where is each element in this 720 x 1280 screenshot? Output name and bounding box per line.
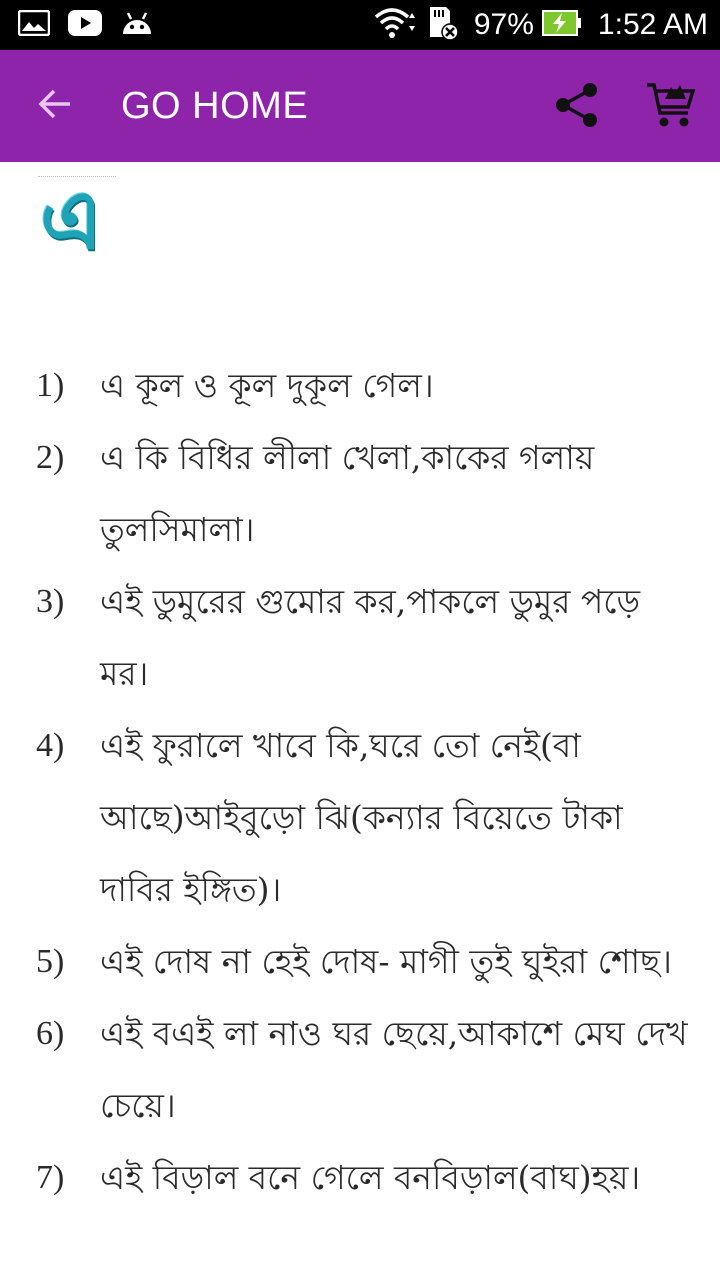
proverb-number: 4) [36,727,65,764]
proverb-item [0,710,720,926]
proverb-text: এই বিড়াল বনে গেলে বনবিড়াল(বাঘ)হয়। [100,1158,641,1197]
youtube-icon [68,10,102,40]
proverb-number: 5) [36,943,65,980]
proverb-text: এই ডুমুরের গুমোর কর,পাকলে ডুমুর পড়ে মর। [100,582,641,693]
proverb-number: 7) [36,1159,65,1196]
sd-card-icon [426,5,460,45]
proverb-item [0,1142,720,1214]
proverb-item [0,998,720,1142]
proverb-text: এ কি বিধির লীলা খেলা,কাকের গলায় তুলসিমালা। [100,438,595,549]
proverb-number: 2) [36,439,65,476]
proverb-text: এই ফুরালে খাবে কি,ঘরে তো নেই(বা আছে)আইবুড়ো ঝি(কন্যার বিয়েতে টাকা দাবির ইঙ্গিত)। [100,726,623,909]
proverb-number: 1) [36,367,65,404]
proverb-item [0,926,720,998]
proverb-text: এই বএই লা নাও ঘর ছেয়ে,আকাশে মেঘ দেখ চেয়ে। [100,1014,688,1125]
proverb-text: এই দোষ না হেই দোষ- মাগী তুই ঘুইরা শোছ। [100,942,672,981]
gallery-icon [18,10,50,40]
proverb-item [0,422,720,566]
proverb-text: এ কূল ও কূল দুকূল গেল। [100,366,434,405]
android-icon [120,10,154,40]
proverb-number: 3) [36,583,65,620]
proverb-list [0,350,720,1214]
clock: 1:52 AM [597,8,708,41]
page-title: GO HOME [121,85,309,127]
share-button[interactable] [548,78,606,136]
system-icons [374,0,708,50]
wifi-icon [374,7,418,43]
content-area[interactable] [0,162,720,1280]
proverb-item [0,566,720,710]
proverb-item [0,350,720,422]
cart-icon [645,79,697,135]
notification-icons [18,8,154,42]
proverb-number: 6) [36,1015,65,1052]
bengali-letter: এ [40,173,103,268]
back-arrow-icon [36,84,76,128]
battery-charging-icon [542,9,582,41]
battery-percent: 97% [473,8,534,41]
letter-header-image [38,173,116,269]
status-bar [0,0,720,50]
app-bar [0,50,720,162]
share-icon [552,80,602,134]
back-button[interactable] [30,80,82,132]
cart-button[interactable] [642,78,700,136]
